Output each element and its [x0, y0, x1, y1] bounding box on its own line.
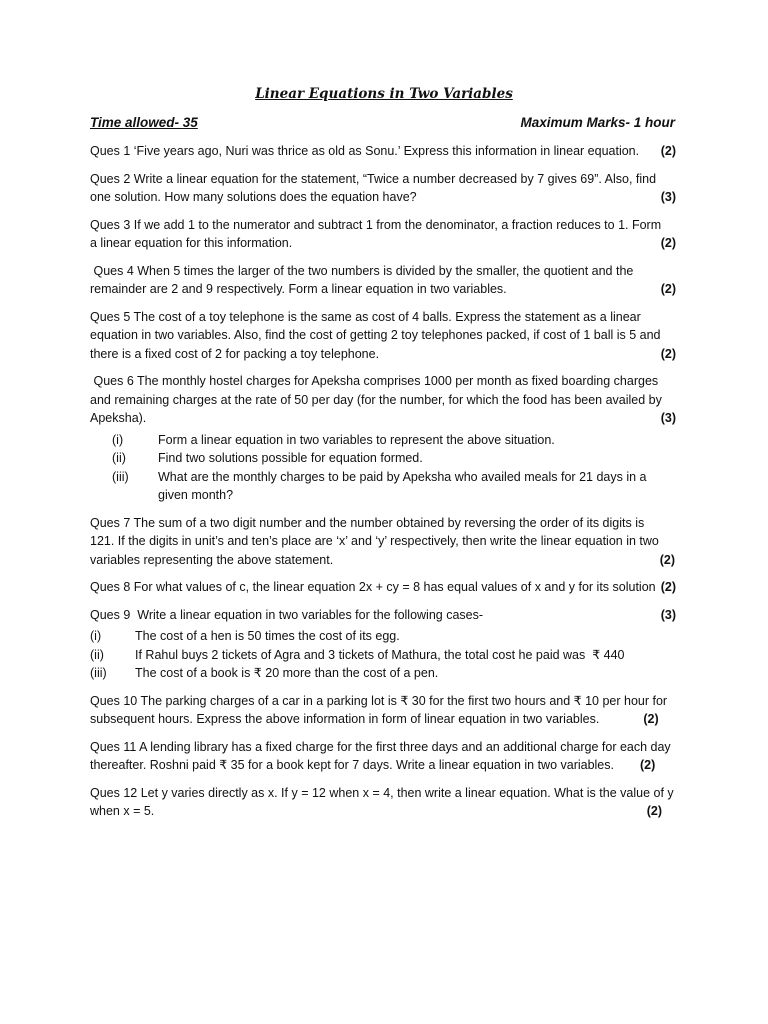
- question-text: Ques 5 The cost of a toy telephone is the same as cost of 4 balls. Express the statement as a linear: [90, 309, 641, 324]
- question-text: and remaining charges at the rate of 50 per day (for the number, for which the food has been availed by: [90, 392, 662, 407]
- question-text: Ques 2 Write a linear equation for the statement, “Twice a number decreased by 7 gives 69”. Also, find: [90, 171, 657, 186]
- marks: (2): [660, 282, 676, 296]
- question-text: Ques 6 The monthly hostel charges for Apeksha comprises 1000 per month as fixed boarding charges: [90, 374, 659, 388]
- marks: (2): [643, 712, 659, 726]
- question-text: Ques 9 Write a linear equation in two variables for the following cases-: [90, 607, 484, 622]
- marks: (2): [660, 144, 676, 158]
- question-5: [90, 308, 676, 364]
- marks: (3): [660, 190, 676, 204]
- question-text: when x = 5.: [90, 804, 155, 818]
- question-6: [90, 372, 676, 428]
- sub-part-number: (ii): [90, 647, 104, 662]
- marks: (3): [660, 411, 676, 425]
- marks: (2): [640, 758, 656, 772]
- sub-part-number: (i): [112, 432, 124, 447]
- question-text: Ques 12 Let y varies directly as x. If y = 12 when x = 4, then write a linear equation. What is the value of y: [90, 785, 674, 800]
- sub-part: [112, 449, 676, 468]
- question-text: one solution. How many solutions does the equation have?: [90, 190, 417, 204]
- sub-part-number: (i): [90, 629, 102, 643]
- question-12: [90, 784, 676, 821]
- question-text: subsequent hours. Express the above information in form of linear equation in two variables.: [90, 712, 600, 726]
- sub-part-text: The cost of a book is ₹ 20 more than the cost of a pen.: [135, 666, 439, 680]
- sub-part-text: Find two solutions possible for equation formed.: [158, 451, 423, 465]
- question-list: [90, 142, 676, 830]
- sub-part-text: If Rahul buys 2 tickets of Agra and 3 tickets of Mathura, the total cost he paid was ₹ 440: [135, 647, 625, 662]
- question-11: [90, 738, 676, 775]
- question-text: equation in two variables. Also, find the cost of getting 2 toy telephones packed, if cost of 1 ball is 5 and: [90, 328, 661, 342]
- marks: (2): [659, 552, 675, 567]
- question-6-parts: [112, 431, 676, 505]
- header-row: [90, 115, 675, 130]
- marks: (2): [660, 236, 676, 250]
- sub-part-text: given month?: [158, 488, 234, 502]
- maximum-marks: Maximum Marks- 1 hour: [520, 115, 675, 130]
- question-10: [90, 692, 676, 729]
- question-text: thereafter. Roshni paid ₹ 35 for a book kept for 7 days. Write a linear equation in two variables.: [90, 758, 614, 772]
- question-1: [90, 142, 676, 161]
- question-text: a linear equation for this information.: [90, 236, 293, 250]
- sub-part-number: (ii): [112, 451, 126, 465]
- question-text: variables representing the above statement.: [90, 552, 334, 567]
- question-text: Apeksha).: [90, 411, 147, 425]
- question-8: [90, 578, 676, 597]
- sub-part-text: The cost of a hen is 50 times the cost of its egg.: [135, 629, 400, 643]
- question-text: Ques 11 A lending library has a fixed charge for the first three days and an additional charge for each day: [90, 739, 671, 754]
- question-2: [90, 170, 676, 207]
- sub-part: [90, 627, 676, 646]
- marks: (2): [660, 580, 676, 594]
- sub-part-number: (iii): [112, 469, 129, 484]
- sub-part: [112, 486, 676, 505]
- sub-part-text: Form a linear equation in two variables to represent the above situation.: [158, 432, 555, 447]
- question-9-parts: [90, 627, 676, 683]
- sub-part: [90, 664, 676, 683]
- sub-part: [112, 431, 676, 450]
- question-text: Ques 8 For what values of c, the linear equation 2x + cy = 8 has equal values of x and y for its solution: [90, 580, 656, 594]
- question-text: Ques 7 The sum of a two digit number and the number obtained by reversing the order of its digits is: [90, 515, 645, 530]
- question-text: Ques 4 When 5 times the larger of the two numbers is divided by the smaller, the quotient and the: [90, 263, 634, 278]
- question-4: [90, 262, 676, 299]
- marks: (2): [646, 804, 662, 818]
- question-text: 121. If the digits in unit’s and ten’s place are ‘x’ and ‘y’ respectively, then write the linear equation in two: [90, 534, 659, 548]
- sub-part-number: (iii): [90, 666, 107, 680]
- marks: (2): [660, 346, 676, 361]
- page-title: Linear Equations in Two Variables: [255, 86, 513, 102]
- question-text: Ques 1 ‘Five years ago, Nuri was thrice as old as Sonu.’ Express this information in linear equation.: [90, 144, 640, 158]
- sub-part: [112, 468, 676, 487]
- question-9: [90, 606, 676, 625]
- question-text: remainder are 2 and 9 respectively. Form a linear equation in two variables.: [90, 282, 507, 296]
- sub-part-text: What are the monthly charges to be paid by Apeksha who availed meals for 21 days in a: [158, 469, 647, 484]
- question-text: Ques 10 The parking charges of a car in a parking lot is ₹ 30 for the first two hours and ₹ 10 per hour for: [90, 693, 668, 708]
- sub-part: [90, 646, 676, 665]
- question-7: [90, 514, 676, 570]
- question-text: there is a fixed cost of 2 for packing a toy telephone.: [90, 346, 380, 361]
- time-allowed: Time allowed- 35: [90, 115, 198, 130]
- marks: (3): [660, 607, 676, 622]
- question-text: Ques 3 If we add 1 to the numerator and subtract 1 from the denominator, a fraction reduces to 1. Form: [90, 217, 662, 232]
- question-3: [90, 216, 676, 253]
